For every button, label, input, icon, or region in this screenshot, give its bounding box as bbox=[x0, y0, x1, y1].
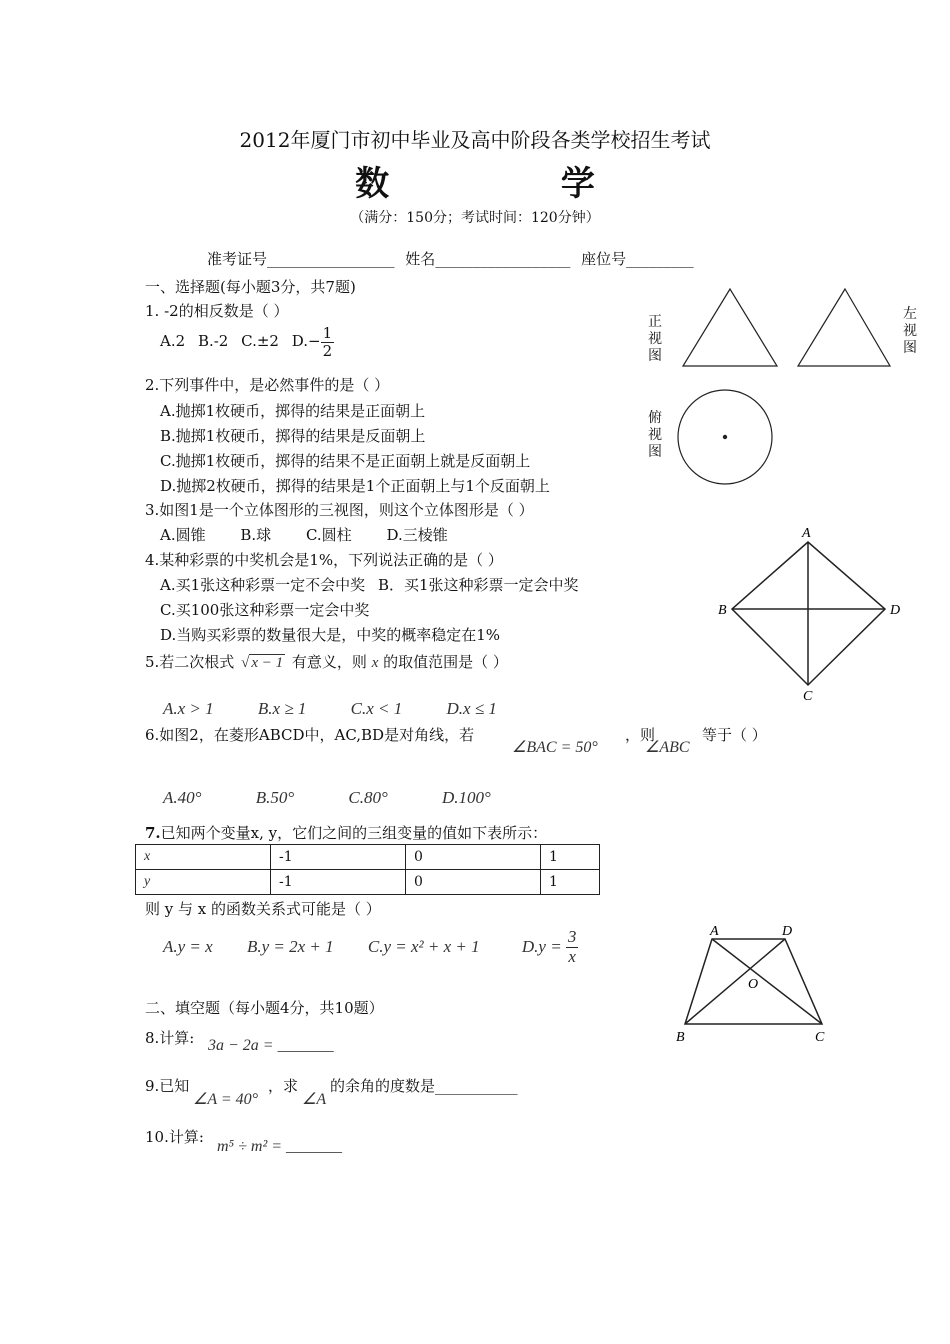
q4-option-b: B．买1张这种彩票一定会中奖 bbox=[377, 576, 579, 594]
q5-option-d: D.x ≤ 1 bbox=[446, 699, 497, 718]
q5-stem-pre: 5.若二次根式 bbox=[145, 653, 235, 671]
left-view-triangle bbox=[798, 289, 890, 366]
q2-option-c: C.抛掷1枚硬币，掷得的结果不是正面朝上就是反面朝上 bbox=[160, 452, 531, 470]
name-label: 姓名 bbox=[405, 250, 436, 268]
q3-stem: 3.如图1是一个立体图形的三视图，则这个立体图形是（ ） bbox=[145, 501, 534, 519]
q4-options-ab bbox=[160, 574, 579, 595]
front-view-label: 正视图 bbox=[648, 314, 662, 364]
q3-option-d: D.三棱锥 bbox=[386, 526, 448, 544]
q9-mid: ，求 bbox=[268, 1077, 299, 1095]
left-view-label: 左视图 bbox=[903, 306, 917, 356]
section1-heading: 一、选择题(每小题3分，共7题) bbox=[145, 278, 356, 296]
q7-d-prefix: D.y = bbox=[521, 937, 562, 957]
q6-stem-pre: 6.如图2，在菱形ABCD中，AC,BD是对角线，若 bbox=[145, 726, 475, 744]
exam-meta: （满分：150分；考试时间：120分钟） bbox=[350, 210, 600, 226]
q5-var: x bbox=[371, 655, 379, 671]
q5-stem-post: 的取值范围是（ ） bbox=[383, 653, 508, 671]
q5-option-a: A.x > 1 bbox=[163, 699, 214, 718]
q6-option-d: D.100° bbox=[442, 788, 491, 807]
q3-option-a: A.圆锥 bbox=[160, 526, 206, 544]
trapezoid-label-c: C bbox=[815, 1030, 825, 1045]
q2-option-a: A.抛掷1枚硬币，掷得的结果是正面朝上 bbox=[160, 402, 426, 420]
figure-rhombus bbox=[712, 522, 912, 707]
exam-title: 2012年厦门市初中毕业及高中阶段各类学校招生考试 bbox=[239, 128, 711, 152]
q6-option-b: B.50° bbox=[255, 788, 295, 807]
rhombus-label-b: B bbox=[718, 603, 727, 618]
table-cell: 1 bbox=[541, 870, 600, 895]
q7-number: 7. bbox=[145, 824, 161, 842]
q6-target: ∠ABC bbox=[645, 739, 690, 756]
q7-option-a: A.y = x bbox=[163, 937, 213, 957]
q4-option-a: A.买1张这种彩票一定不会中奖 bbox=[160, 576, 366, 594]
q6-stem-mid: ，则 bbox=[625, 726, 656, 744]
subject-title: 数 学 bbox=[355, 164, 675, 204]
q7-option-c: C.y = x² + x + 1 bbox=[367, 937, 480, 957]
q7-option-b: B.y = 2x + 1 bbox=[246, 937, 334, 957]
q1-d-prefix: D.− bbox=[291, 332, 321, 350]
q7-stem-text: 已知两个变量x, y，它们之间的三组变量的值如下表所示： bbox=[160, 824, 548, 842]
q1-d-den: 2 bbox=[322, 341, 333, 360]
q1-d-num: 1 bbox=[322, 324, 333, 342]
q9-condition: ∠A = 40° bbox=[193, 1091, 259, 1108]
q4-stem: 4.某种彩票的中奖机会是1%，下列说法正确的是（ ） bbox=[145, 551, 503, 569]
q6-condition: ∠BAC = 50° bbox=[512, 739, 598, 756]
q2-option-b: B.抛掷1枚硬币，掷得的结果是反面朝上 bbox=[160, 427, 426, 445]
rhombus-label-a: A bbox=[802, 526, 811, 541]
table-cell: x bbox=[136, 845, 271, 870]
q1-option-c: C.±2 bbox=[241, 332, 279, 350]
trapezoid-label-o: O bbox=[748, 977, 759, 992]
figure-three-views bbox=[640, 285, 930, 490]
table-cell: -1 bbox=[271, 845, 406, 870]
seat-field[interactable]: _________ bbox=[626, 250, 694, 268]
q7-d-fraction bbox=[566, 928, 579, 966]
q4-option-d: D.当购买彩票的数量很大是，中奖的概率稳定在1% bbox=[160, 626, 501, 644]
table-cell: 1 bbox=[541, 845, 600, 870]
q10-label: 10.计算: bbox=[145, 1128, 204, 1146]
q5-radical: √ x − 1 bbox=[241, 655, 284, 671]
q6-option-a: A.40° bbox=[163, 788, 202, 807]
q5-option-b: B.x ≥ 1 bbox=[257, 699, 307, 718]
q7-stem bbox=[145, 822, 547, 843]
rhombus-label-d: D bbox=[890, 603, 901, 618]
name-field[interactable]: __________________ bbox=[435, 250, 571, 268]
q8-expr[interactable]: 3a − 2a = _______ bbox=[208, 1037, 334, 1054]
section2-heading: 二、填空题（每小题4分，共10题） bbox=[145, 999, 384, 1017]
seat-label: 座位号 bbox=[581, 250, 627, 268]
q9-label: 9.已知 bbox=[145, 1077, 190, 1095]
q7-d-num: 3 bbox=[567, 927, 577, 946]
q1-option-d bbox=[291, 324, 334, 360]
q5-radicand: x − 1 bbox=[251, 655, 284, 671]
q2-option-d: D.抛掷2枚硬币，掷得的结果是1个正面朝上与1个反面朝上 bbox=[160, 477, 550, 495]
top-view-center-dot bbox=[723, 435, 727, 439]
q7-value-table bbox=[135, 844, 600, 895]
q10-expr[interactable]: m⁵ ÷ m² = _______ bbox=[217, 1138, 343, 1155]
table-cell: 0 bbox=[406, 870, 541, 895]
figure-trapezoid bbox=[670, 920, 840, 1050]
q8-label: 8.计算: bbox=[145, 1029, 195, 1047]
table-row bbox=[136, 870, 600, 895]
trapezoid-diagonal-bd bbox=[685, 939, 785, 1024]
table-row bbox=[136, 845, 600, 870]
q3-option-c: C.圆柱 bbox=[305, 526, 352, 544]
table-cell: -1 bbox=[271, 870, 406, 895]
q6-option-c: C.80° bbox=[348, 788, 388, 807]
q3-option-b: B.球 bbox=[240, 526, 272, 544]
trapezoid-label-d: D bbox=[782, 924, 793, 939]
q9-post[interactable]: 的余角的度数是___________ bbox=[330, 1077, 518, 1095]
q4-option-c: C.买100张这种彩票一定会中奖 bbox=[160, 601, 370, 619]
q7-option-d bbox=[521, 927, 579, 966]
candidate-info-line bbox=[207, 248, 694, 269]
q6-options bbox=[163, 788, 491, 808]
q9-var: ∠A bbox=[302, 1091, 327, 1108]
trapezoid-diagonal-ac bbox=[712, 939, 822, 1024]
trapezoid-label-b: B bbox=[676, 1030, 685, 1045]
table-cell: 0 bbox=[406, 845, 541, 870]
q3-options bbox=[160, 524, 448, 545]
trapezoid-label-a: A bbox=[710, 924, 719, 939]
q1-d-fraction bbox=[321, 325, 335, 359]
rhombus-label-c: C bbox=[803, 689, 813, 704]
q5-option-c: C.x < 1 bbox=[350, 699, 403, 718]
id-field[interactable]: _________________ bbox=[267, 250, 395, 268]
q5-stem bbox=[145, 651, 508, 672]
top-view-label: 俯视图 bbox=[648, 410, 662, 460]
q7-after: 则 y 与 x 的函数关系式可能是（ ） bbox=[145, 900, 381, 918]
q2-stem: 2.下列事件中，是必然事件的是（ ） bbox=[145, 376, 390, 394]
id-label: 准考证号 bbox=[207, 250, 268, 268]
q1-stem: 1. -2的相反数是（ ） bbox=[145, 302, 289, 320]
q1-option-a: A.2 bbox=[160, 332, 186, 350]
q5-options bbox=[163, 699, 497, 719]
front-view-triangle bbox=[683, 289, 777, 366]
q1-option-b: B.-2 bbox=[197, 332, 229, 350]
q1-options bbox=[160, 325, 334, 359]
q7-options bbox=[163, 928, 578, 966]
table-cell: y bbox=[136, 870, 271, 895]
q7-d-den: x bbox=[568, 946, 576, 966]
q6-stem-post: 等于（ ） bbox=[702, 726, 767, 744]
q5-stem-mid: 有意义，则 bbox=[291, 653, 367, 671]
